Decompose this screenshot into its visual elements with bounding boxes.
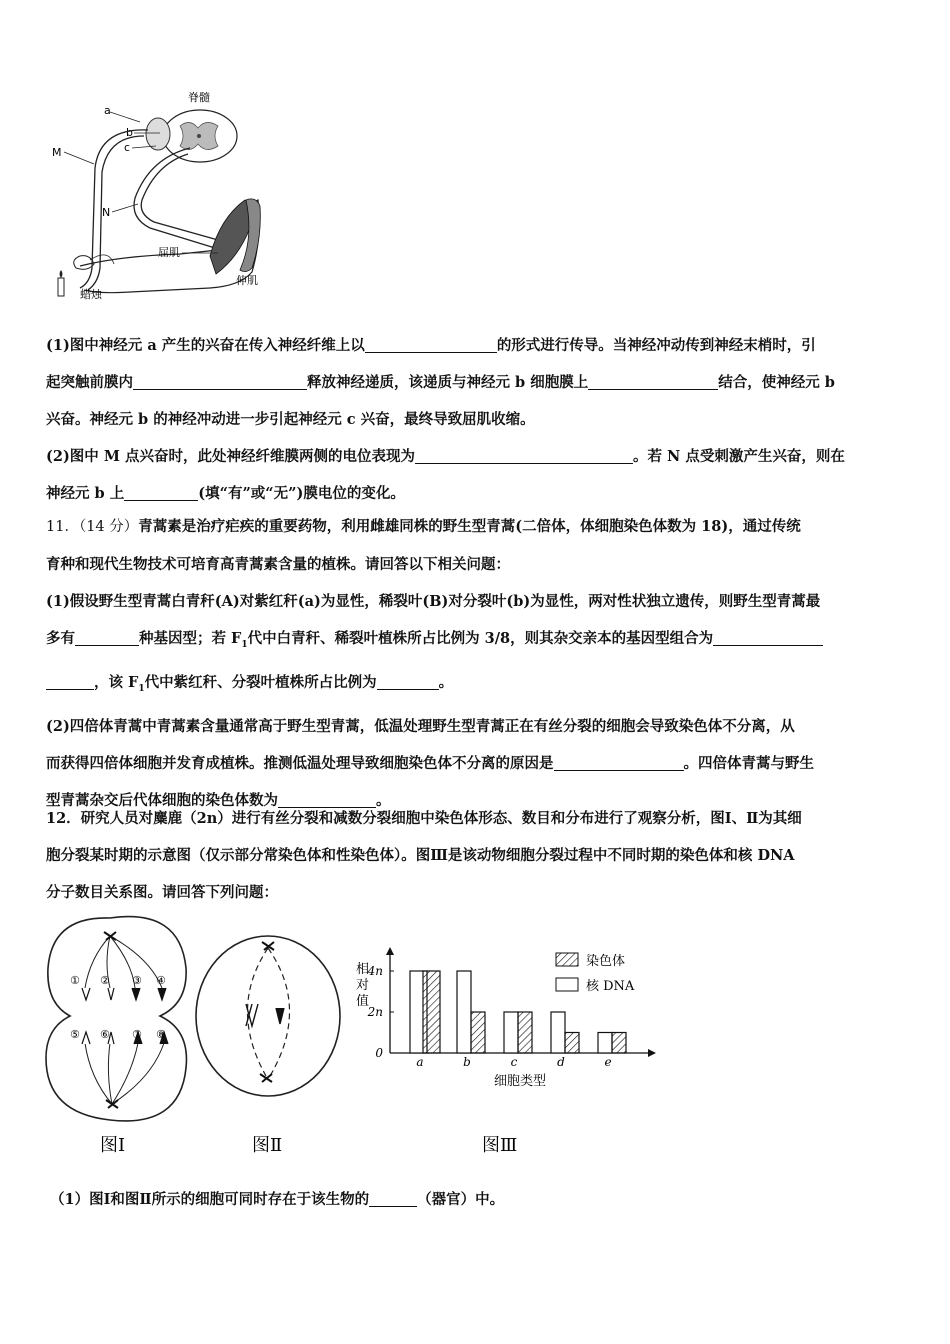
fig3-caption: 图Ⅲ bbox=[482, 1135, 518, 1156]
answer-blank[interactable] bbox=[75, 629, 139, 646]
x-tick-label: e bbox=[604, 1055, 612, 1069]
central-canal bbox=[197, 134, 201, 138]
cell-I-outline bbox=[46, 917, 186, 1121]
bar-chromosome bbox=[423, 971, 440, 1053]
label-M: M bbox=[52, 146, 62, 159]
label-a: a bbox=[104, 104, 111, 117]
q11-line-1: 11．（14 分）青蒿素是治疗疟疾的重要药物，利用雌雄同株的野生型青蒿(二倍体，体细胞染色体数为 18)，通过传统 bbox=[46, 518, 801, 535]
svg-text:⑦: ⑦ bbox=[132, 1028, 142, 1041]
y-axis-label-char: 对 bbox=[356, 978, 370, 993]
svg-text:⑥: ⑥ bbox=[100, 1028, 110, 1041]
bar-dna bbox=[457, 971, 471, 1053]
q11-line-3: (1)假设野生型青蒿白青秆(A)对紫红秆(a)为显性，稀裂叶(B)对分裂叶(b)为显性，两对性状独立遗传，则野生型青蒿最 bbox=[46, 593, 821, 610]
q10-line-1: (1)图中神经元 a 产生的兴奋在传入神经纤维上以 的形式进行传导。当神经冲动传到神经末梢时，引 bbox=[46, 337, 816, 354]
flexor-label: 屈肌 bbox=[158, 246, 180, 259]
extensor-label: 伸肌 bbox=[236, 274, 258, 287]
chart-III bbox=[356, 947, 656, 1089]
answer-blank[interactable] bbox=[133, 373, 307, 390]
q11-line-2: 育种和现代生物技术可培育高青蒿素含量的植株。请回答以下相关问题： bbox=[46, 556, 510, 573]
candle-label: 蜡烛 bbox=[80, 288, 102, 301]
x-tick-label: c bbox=[510, 1055, 518, 1069]
svg-text:②: ② bbox=[100, 974, 110, 987]
q11-line-5: ，该 $F_1$代中紫红秆、分裂叶植株所占比例为 。 bbox=[46, 664, 906, 708]
bar-chromosome bbox=[612, 1033, 626, 1054]
answer-blank[interactable] bbox=[365, 336, 497, 353]
label-c: c bbox=[124, 141, 131, 154]
x-axis-label: 细胞类型 bbox=[493, 1074, 547, 1089]
answer-blank[interactable] bbox=[369, 1190, 417, 1207]
svg-text:⑤: ⑤ bbox=[70, 1028, 80, 1041]
q12-sub-question-1: （1）图Ⅰ和图Ⅱ所示的细胞可同时存在于该生物的 （器官）中。 bbox=[50, 1191, 505, 1208]
bar-chromosome bbox=[565, 1033, 579, 1054]
reflex-arc-figure bbox=[40, 88, 290, 303]
y-axis-label-char: 值 bbox=[356, 994, 370, 1009]
x-tick-label: d bbox=[557, 1055, 565, 1069]
answer-blank[interactable] bbox=[588, 373, 718, 390]
q12-line-1: 12．研究人员对麋鹿（2n）进行有丝分裂和减数分裂细胞中染色体形态、数目和分布进行了观察分析，图Ⅰ、Ⅱ为其细 bbox=[46, 810, 802, 827]
q11-line-7: 而获得四倍体细胞并发育成植株。推测低温处理导致细胞染色体不分离的原因是 。四倍体青蒿与野生 bbox=[46, 754, 814, 772]
svg-text:①: ① bbox=[70, 974, 80, 987]
q10-line-3: 兴奋。神经元 b 的神经冲动进一步引起神经元 c 兴奋，最终导致屈肌收缩。 bbox=[46, 411, 535, 428]
y-axis-arrow bbox=[386, 947, 394, 955]
svg-text:⑧: ⑧ bbox=[156, 1028, 166, 1041]
y-tick-label: 2n bbox=[367, 1005, 383, 1019]
answer-blank[interactable] bbox=[713, 629, 823, 646]
y-axis-label-char: 相 bbox=[356, 962, 370, 977]
q11-line-6: (2)四倍体青蒿中青蒿素含量通常高于野生型青蒿，低温处理野生型青蒿正在有丝分裂的细胞会导致染色体不分离，从 bbox=[46, 717, 795, 735]
q12-line-3: 分子数目关系图。请回答下列问题： bbox=[46, 884, 278, 901]
q10-line-5: 神经元 b 上 (填“有”或“无”)膜电位的变化。 bbox=[46, 485, 405, 502]
bar-chromosome bbox=[471, 1012, 485, 1053]
y-tick-label: 4n bbox=[367, 964, 383, 978]
q10-line-4: (2)图中 M 点兴奋时，此处神经纤维膜两侧的电位表现为 。若 N 点受刺激产生兴奋，则在 bbox=[46, 448, 845, 465]
answer-blank[interactable] bbox=[415, 447, 633, 464]
question-12 bbox=[46, 800, 906, 911]
efferent-fiber bbox=[134, 148, 215, 248]
fig2-caption: 图Ⅱ bbox=[252, 1135, 283, 1156]
q11-line-4: 多有 种基因型；若 $F_1$代中白青秆、稀裂叶植株所占比例为 3/8，则其杂交亲本的基因型组合为 bbox=[46, 620, 906, 664]
label-b: b bbox=[126, 126, 133, 139]
bar-chromosome bbox=[518, 1012, 532, 1053]
bar-dna bbox=[504, 1012, 518, 1053]
answer-blank[interactable] bbox=[554, 754, 684, 771]
answer-blank[interactable] bbox=[377, 673, 439, 690]
q11-line-8: 型青蒿杂交后代体细胞的染色体数为 。 bbox=[46, 791, 391, 809]
x-tick-label: b bbox=[463, 1055, 471, 1069]
q10-line-2: 起突触前膜内 释放神经递质，该递质与神经元 b 细胞膜上 结合，使神经元 b bbox=[46, 374, 835, 391]
svg-text:④: ④ bbox=[156, 974, 166, 987]
fig1-caption: 图Ⅰ bbox=[100, 1135, 126, 1156]
q12-line-2: 胞分裂某时期的示意图（仅示部分常染色体和性染色体）。图Ⅲ是该动物细胞分裂过程中不同时期的染色体和核 DNA bbox=[46, 847, 795, 864]
afferent-fiber bbox=[80, 130, 148, 288]
cell-II-outline bbox=[196, 936, 340, 1096]
bar-dna bbox=[598, 1033, 612, 1054]
legend-label-chromosome: 染色体 bbox=[586, 954, 626, 969]
ganglion bbox=[146, 118, 170, 150]
legend-swatch-chromosome bbox=[556, 953, 578, 966]
x-tick-label: a bbox=[416, 1055, 424, 1069]
hand bbox=[74, 256, 94, 270]
answer-blank[interactable] bbox=[124, 484, 198, 501]
x-axis-arrow bbox=[648, 1049, 656, 1057]
legend-swatch-dna bbox=[556, 978, 578, 991]
question-11 bbox=[46, 508, 906, 819]
svg-text:③: ③ bbox=[132, 974, 142, 987]
legend-label-dna: 核 DNA bbox=[586, 979, 635, 994]
candle-icon bbox=[58, 278, 64, 296]
cell-division-figure bbox=[40, 908, 680, 1173]
y-tick-label: 0 bbox=[375, 1046, 383, 1060]
spinal-cord-label: 脊髓 bbox=[188, 91, 210, 104]
question-10 bbox=[46, 327, 906, 512]
label-N: N bbox=[102, 206, 111, 219]
answer-blank[interactable] bbox=[46, 673, 94, 690]
bar-dna bbox=[551, 1012, 565, 1053]
